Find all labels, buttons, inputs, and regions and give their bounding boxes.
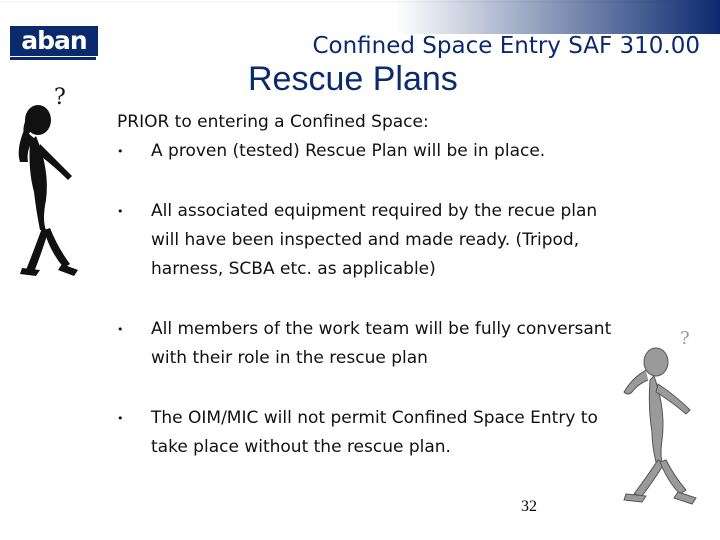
list-item (117, 315, 627, 373)
thinking-figure-left-icon (6, 80, 86, 280)
slide-subtitle: Confined Space Entry SAF 310.00 (312, 33, 700, 59)
page-number: 32 (521, 498, 537, 515)
svg-text:?: ? (680, 328, 690, 349)
bullet-icon: • (117, 412, 124, 425)
intro-text: PRIOR to entering a Confined Space: (117, 112, 429, 132)
list-item (117, 137, 627, 166)
bullet-list (117, 137, 627, 462)
bullet-text: A proven (tested) Rescue Plan will be in place. (151, 141, 546, 161)
bullet-icon: • (117, 145, 124, 158)
bullet-icon: • (117, 323, 124, 336)
bullet-text: All members of the work team will be fully conversant with their role in the rescue plan (151, 319, 612, 368)
bullet-text: All associated equipment required by the recue plan will have been inspected and made ready. (Tripod, harness, SCBA etc. as applicable) (151, 201, 598, 279)
svg-text:?: ? (54, 85, 66, 110)
logo-text: aban (10, 26, 98, 56)
list-item (117, 404, 627, 462)
bullet-text: The OIM/MIC will not permit Confined Space Entry to take place without the rescue plan. (151, 408, 598, 457)
logo-underline (10, 57, 96, 60)
slide-title: Rescue Plans (248, 60, 458, 98)
slide-body (117, 108, 627, 462)
company-logo (10, 26, 96, 62)
list-item (117, 197, 627, 284)
bullet-icon: • (117, 205, 124, 218)
